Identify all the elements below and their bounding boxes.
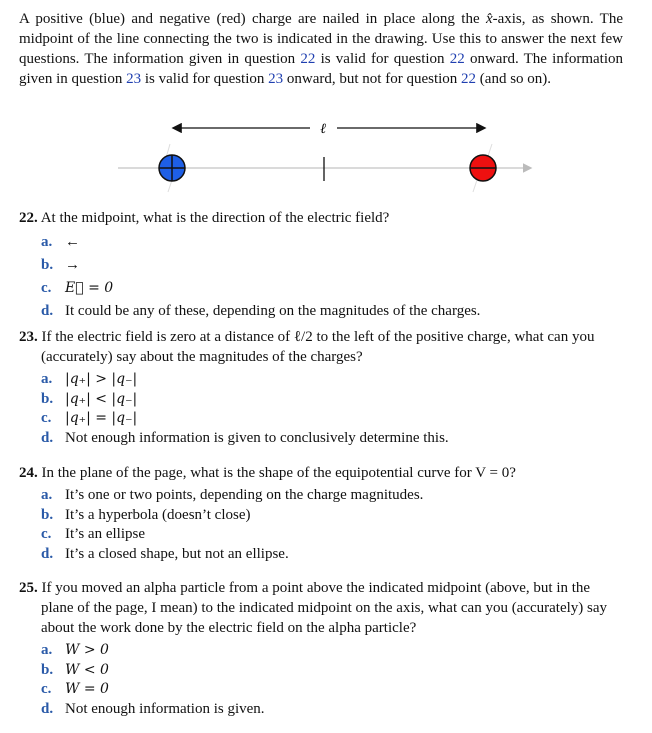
option-a[interactable] [19,370,623,390]
option-b[interactable] [19,506,623,526]
option-letter: b. [41,661,54,678]
question-ref: 23 [126,71,142,87]
axis-tick-mark [473,180,477,192]
question-ref: 22 [461,71,477,87]
axis-tick-mark [488,144,492,156]
question-22 [19,208,623,323]
option-text: It could be any of these, depending on the magnitudes of the charges. [65,303,481,319]
intro-paragraph [19,9,623,89]
intro-text: A positive (blue) and negative (red) charge are nailed in place along the [19,11,486,27]
option-letter: c. [41,526,52,542]
option-c[interactable] [19,680,623,700]
option-text: It’s a hyperbola (doesn’t close) [65,506,251,523]
question-24 [19,463,623,564]
question-ref: 23 [268,71,284,87]
option-text: Not enough information is given. [65,700,265,717]
option-c[interactable] [19,277,623,300]
question-25 [19,578,623,719]
option-text: It’s one or two points, depending on the charge magnitudes. [65,487,424,503]
intro-text: (and so on). [476,71,552,87]
option-text: E⃗ = 0 [65,280,114,296]
option-letter: b. [41,390,54,407]
option-b[interactable] [19,390,623,410]
charge-diagram [0,110,652,205]
option-text: W > 0 [65,642,109,658]
option-text: W < 0 [65,661,109,678]
option-text: |q₊| = |q₋| [65,410,138,426]
question-ref: 22 [300,51,316,67]
option-letter: a. [41,234,53,250]
question-number: 23. [19,329,38,345]
option-text: W = 0 [65,681,109,697]
question-number: 25. [19,580,38,596]
intro-text: is valid for question [315,51,450,67]
option-letter: b. [41,257,54,273]
question-number: 24. [19,465,38,481]
axis-tick-mark [168,180,172,192]
option-d[interactable] [19,545,623,565]
option-letter: d. [41,303,54,319]
intro-text: onward. The information given in question [19,51,623,87]
option-a[interactable] [19,231,623,254]
question-text: In the plane of the page, what is the shape of the equipotential curve for V = 0? [41,465,516,481]
option-text: It’s an ellipse [65,526,145,542]
option-c[interactable] [19,409,623,429]
option-letter: c. [41,280,52,296]
option-text: |q₊| > |q₋| [65,371,138,387]
option-d[interactable] [19,429,623,449]
option-letter: d. [41,700,54,717]
option-letter: d. [41,429,54,446]
option-text: ← [65,234,80,250]
option-letter: d. [41,545,54,562]
option-text: → [65,257,80,273]
option-letter: c. [41,681,52,697]
option-d[interactable] [19,300,623,323]
negative-charge [470,155,496,181]
option-b[interactable] [19,661,623,681]
option-letter: c. [41,410,52,426]
option-letter: a. [41,487,53,503]
option-a[interactable] [19,486,623,506]
question-text: At the midpoint, what is the direction of the electric field? [40,210,390,226]
option-a[interactable] [19,641,623,661]
option-letter: b. [41,506,54,523]
question-text: If you moved an alpha particle from a point above the indicated midpoint (above, but in the plane of the page, I mean) to the indicated midpoint on the axis, what can you (accurately) say about the work done by the electric field on the alpha particle? [41,580,608,636]
option-d[interactable] [19,700,623,720]
intro-text: -axis, as shown. The midpoint of the line connecting the two is indicated in the drawing. Use this to answer the next few questions. The information given in question [19,11,623,67]
question-ref: 22 [449,51,465,67]
option-text: It’s a closed shape, but not an ellipse. [65,545,289,562]
question-text: If the electric field is zero at a distance of ℓ/2 to the left of the positive charge, what can you (accurately) say about the magnitudes of the charges? [41,329,595,365]
intro-text: onward, but not for question [283,71,462,87]
option-b[interactable] [19,254,623,277]
question-number: 22. [19,210,38,226]
question-23 [19,327,623,448]
positive-charge [159,155,185,181]
option-text: |q₊| < |q₋| [65,390,138,407]
intro-text: is valid for question [141,71,269,87]
option-text: Not enough information is given to conclusively determine this. [65,429,449,446]
option-letter: a. [41,371,53,387]
x-hat-symbol: x̂ [485,11,493,27]
option-letter: a. [41,642,53,658]
length-label: ℓ [320,121,326,137]
option-c[interactable] [19,525,623,545]
